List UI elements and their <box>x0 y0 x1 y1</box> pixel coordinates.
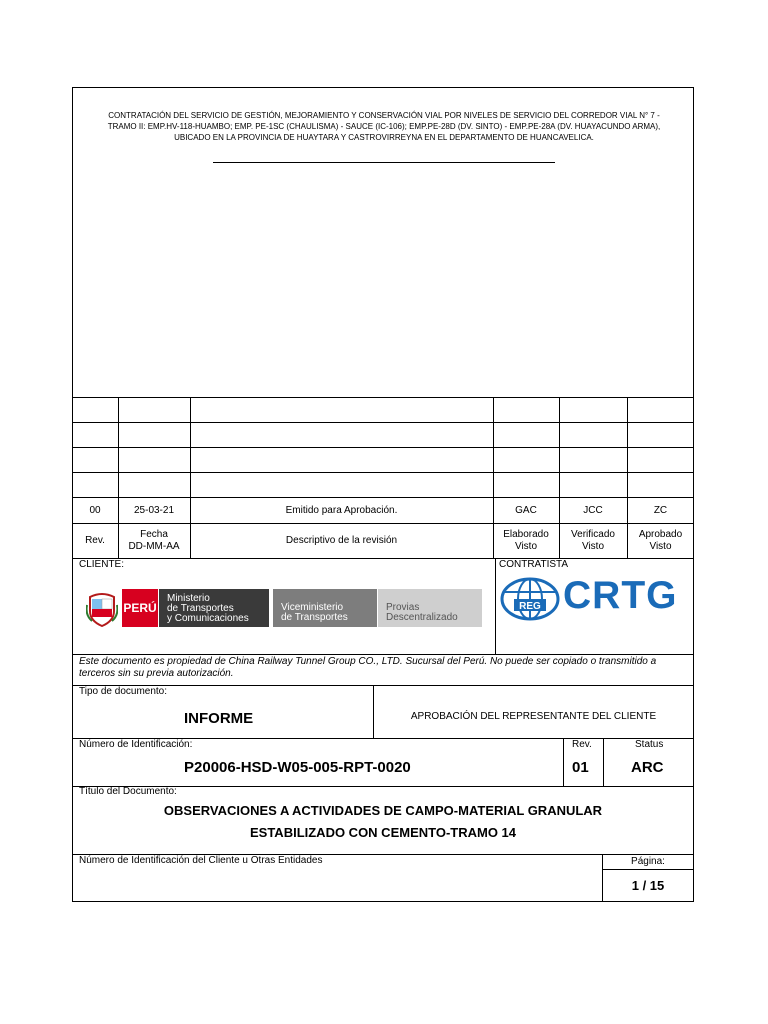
document-title-line1: OBSERVACIONES A ACTIVIDADES DE CAMPO-MATERIAL GRANULAR <box>163 803 603 818</box>
doc-subject: APROBACIÓN DEL REPRESENTANTE DEL CLIENTE <box>410 711 657 722</box>
crtg-globe-icon <box>500 577 560 621</box>
page-label: Página: <box>631 856 665 867</box>
header-elaborado-line1: Elaborado <box>503 529 549 540</box>
contractor-label: CONTRATISTA <box>499 559 569 570</box>
header-verificado-line2: Visto <box>581 541 605 552</box>
status-label: Status <box>635 739 664 750</box>
header-elaborado-line2: Visto <box>514 541 538 552</box>
verificado-cell: JCC <box>583 504 603 516</box>
provias-logo <box>378 589 482 627</box>
aprobado-cell: ZC <box>653 504 668 516</box>
identification-value: P20006-HSD-W05-005-RPT-0020 <box>184 759 411 776</box>
crtg-badge-text: REG <box>519 601 541 612</box>
header-verificado <box>559 524 627 558</box>
identification-label: Número de Identificación: <box>79 739 193 750</box>
header-elaborado <box>493 524 559 558</box>
header-verificado-line1: Verificado <box>571 529 615 540</box>
rev-value: 01 <box>572 759 589 776</box>
vice-logo-line1: Viceministerio <box>281 602 344 613</box>
project-title <box>88 110 680 143</box>
ministry-logo-line2: de Transportes <box>167 603 234 614</box>
doc-type-label: Tipo de documento: <box>79 686 168 697</box>
header-rev: Rev. <box>85 535 105 546</box>
date-cell: 25-03-21 <box>133 504 175 516</box>
page-number: 1 / 15 <box>631 877 665 893</box>
header-aprobado <box>627 524 694 558</box>
header-date <box>118 524 190 558</box>
document-frame <box>72 87 694 902</box>
peru-logo: PERÚ <box>122 589 158 627</box>
project-title-line3: UBICADO EN LA PROVINCIA DE HUAYTARA Y CASTROVIRREYNA EN EL DEPARTAMENTO DE HUANCAVELICA. <box>174 133 594 142</box>
title-underline <box>213 162 555 163</box>
header-date-line1: Fecha <box>140 529 168 540</box>
rev-label: Rev. <box>572 739 592 750</box>
header-date-line2: DD-MM-AA <box>128 541 180 552</box>
viceministry-logo <box>273 589 377 627</box>
provias-logo-line1: Provias <box>386 602 420 613</box>
status-value: ARC <box>631 759 664 776</box>
document-title-label: Título del Documento: <box>79 786 177 797</box>
client-label: CLIENTE: <box>79 559 125 570</box>
document-title <box>72 800 694 844</box>
ministry-logo-line1: Ministerio <box>167 593 210 604</box>
provias-logo-line2: Descentralizado <box>386 612 458 623</box>
doc-type-value: INFORME <box>184 710 254 727</box>
project-title-line2: TRAMO II: EMP.HV-118-HUAMBO; EMP. PE-1SC (CHAULISMA) - SAUCE (IC-106); EMP.PE-28D (DV. SINTO) - EMP.PE-28A (DV. HUAYACUNDO ARMA), <box>107 122 661 131</box>
ownership-notice: Este documento es propiedad de China Railway Tunnel Group CO., LTD. Sucursal del Perú. No puede ser copiado o transmitido a terceros sin su previa autorización. <box>79 656 657 679</box>
peru-shield-icon <box>86 591 118 627</box>
document-title-line2: ESTABILIZADO CON CEMENTO-TRAMO 14 <box>249 825 517 840</box>
header-aprobado-line2: Visto <box>649 541 672 552</box>
project-title-line1: CONTRATACIÓN DEL SERVICIO DE GESTIÓN, MEJORAMIENTO Y CONSERVACIÓN VIAL POR NIVELES DE SERVICIO DEL CORREDOR VIAL N° 7 - <box>108 111 660 120</box>
vice-logo-line2: de Transportes <box>281 612 348 623</box>
crtg-logo-text: CRTG <box>563 574 678 617</box>
description-cell: Emitido para Aprobación. <box>285 504 398 516</box>
elaborado-cell: GAC <box>515 504 537 516</box>
header-description: Descriptivo de la revisión <box>285 535 398 546</box>
ministry-logo <box>159 589 269 627</box>
header-aprobado-line1: Aprobado <box>638 529 683 540</box>
rev-cell: 00 <box>89 504 101 516</box>
ministry-logo-line3: y Comunicaciones <box>167 613 249 624</box>
client-id-label: Número de Identificación del Cliente u Otras Entidades <box>79 855 323 866</box>
